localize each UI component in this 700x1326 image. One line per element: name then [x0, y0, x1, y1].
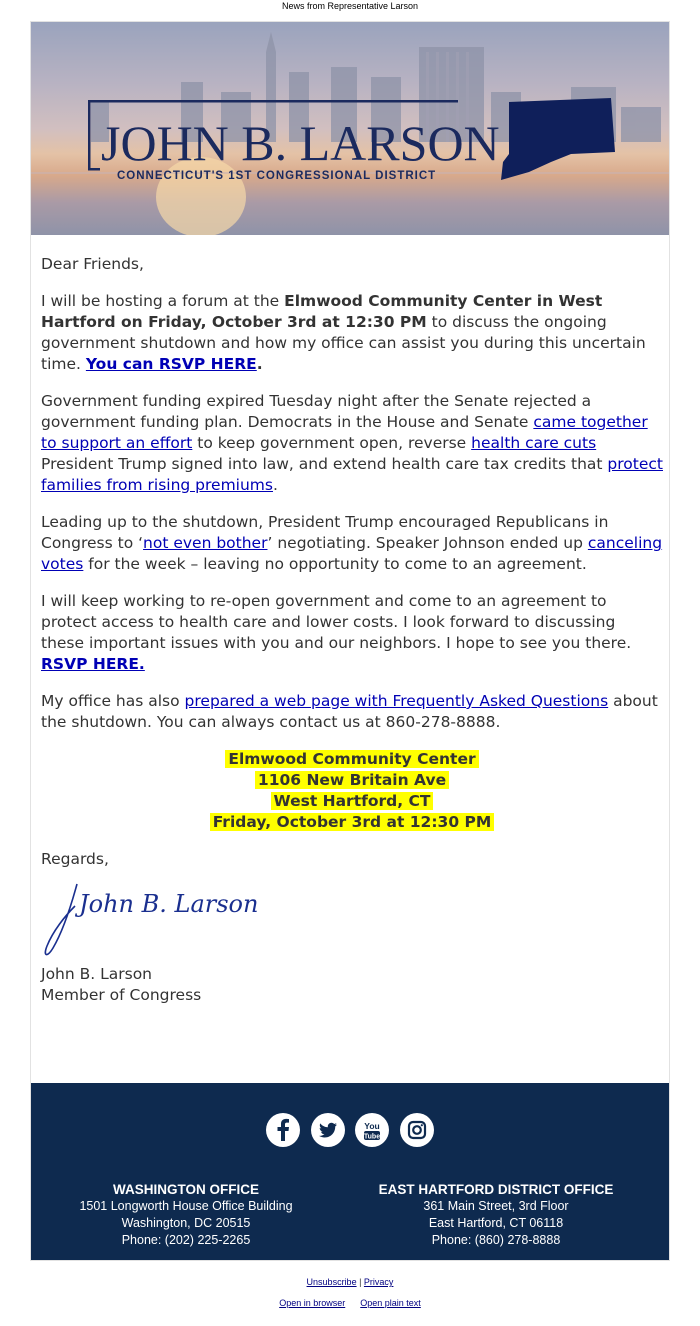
open-in-browser-link[interactable]: Open in browser — [279, 1298, 346, 1308]
social-links — [31, 1113, 669, 1147]
paragraph-2: Government funding expired Tuesday night after the Senate rejected a government funding plan. Democrats in the House and Senate came together to support an effort to keep government open, reverse health care cuts President Trump signed into law, and extend health care tax credits that protect families from rising premiums. — [41, 392, 663, 494]
district-office-title: EAST HARTFORD DISTRICT OFFICE — [378, 1182, 614, 1197]
canceling-votes-link[interactable]: canceling votes — [41, 534, 663, 573]
district-office-phone: Phone: (860) 278-8888 — [431, 1233, 561, 1247]
paragraph-4: I will keep working to re-open government and come to an agreement to protect access to health care and lower costs. I look forward to discussing these important issues with you and our neighbors. I hope to see you there. RSVP HERE. — [41, 592, 632, 673]
event-city: West Hartford, CT — [271, 792, 434, 810]
svg-text:John B. Larson: John B. Larson — [79, 890, 259, 918]
youtube-icon[interactable] — [355, 1113, 389, 1147]
event-venue: Elmwood Community Center — [225, 750, 478, 768]
regards: Regards, — [41, 850, 109, 868]
letter-body — [41, 254, 663, 1006]
signer-name: John B. Larson — [41, 965, 153, 983]
banner-name: JOHN B. LARSON — [101, 115, 500, 171]
open-plain-text-link[interactable]: Open plain text — [360, 1298, 421, 1308]
health-care-cuts-link[interactable]: health care cuts — [471, 434, 597, 452]
paragraph-1: I will be hosting a forum at the Elmwood Community Center in West Hartford on Friday, October 3rd at 12:30 PM to discuss the ongoing government shutdown and how my office can assist you during this uncertain time. You can RSVP HERE. — [41, 292, 646, 373]
twitter-icon[interactable] — [311, 1113, 345, 1147]
view-options-links — [0, 1298, 700, 1308]
washington-office — [36, 1181, 336, 1249]
hartford-skyline-image — [31, 22, 669, 235]
event-details — [41, 749, 663, 833]
district-office — [346, 1181, 646, 1249]
signature-image — [41, 876, 663, 964]
washington-office-phone: Phone: (202) 225-2265 — [121, 1233, 251, 1247]
unsubscribe-link[interactable]: Unsubscribe — [306, 1277, 357, 1287]
greeting: Dear Friends, — [41, 255, 144, 273]
footer — [31, 1083, 669, 1260]
instagram-icon[interactable] — [400, 1113, 434, 1147]
washington-office-line1: 1501 Longworth House Office Building — [79, 1199, 293, 1213]
signer-title: Member of Congress — [41, 986, 202, 1004]
rsvp-link[interactable]: You can RSVP HERE — [85, 355, 257, 373]
district-office-line2: East Hartford, CT 06118 — [428, 1216, 564, 1230]
faq-page-link[interactable]: prepared a web page with Frequently Asked Questions — [184, 692, 609, 710]
event-address: 1106 New Britain Ave — [255, 771, 449, 789]
connecticut-map-icon — [501, 98, 615, 180]
facebook-icon[interactable] — [266, 1113, 300, 1147]
preheader-text: News from Representative Larson — [281, 1, 419, 11]
came-together-link[interactable]: came together to support an effort — [41, 413, 648, 452]
washington-office-line2: Washington, DC 20515 — [121, 1216, 251, 1230]
header-banner — [31, 22, 669, 235]
unsubscribe-privacy-links: Unsubscribe | Privacy — [306, 1277, 394, 1287]
district-office-line1: 361 Main Street, 3rd Floor — [423, 1199, 569, 1213]
event-datetime: Friday, October 3rd at 12:30 PM — [210, 813, 495, 831]
svg-text:Tube: Tube — [364, 1133, 381, 1141]
banner-district: CONNECTICUT'S 1ST CONGRESSIONAL DISTRICT — [117, 170, 437, 182]
paragraph-5: My office has also prepared a web page with Frequently Asked Questions about the shutdown. You can always contact us at 860-278-8888. — [41, 692, 658, 731]
rising-premiums-link[interactable]: protect families from rising premiums — [41, 455, 663, 494]
svg-text:You: You — [364, 1121, 380, 1131]
privacy-link[interactable]: Privacy — [363, 1277, 394, 1287]
not-even-bother-link[interactable]: not even bother — [143, 534, 268, 552]
paragraph-3: Leading up to the shutdown, President Trump encouraged Republicans in Congress to ‘not even bother’ negotiating. Speaker Johnson ended up canceling votes for the week – leaving no opportunity to come to an agreement. — [41, 513, 663, 573]
washington-office-title: WASHINGTON OFFICE — [112, 1182, 259, 1197]
email-card — [30, 21, 670, 1261]
rsvp-here-link[interactable]: RSVP HERE. — [41, 655, 145, 673]
